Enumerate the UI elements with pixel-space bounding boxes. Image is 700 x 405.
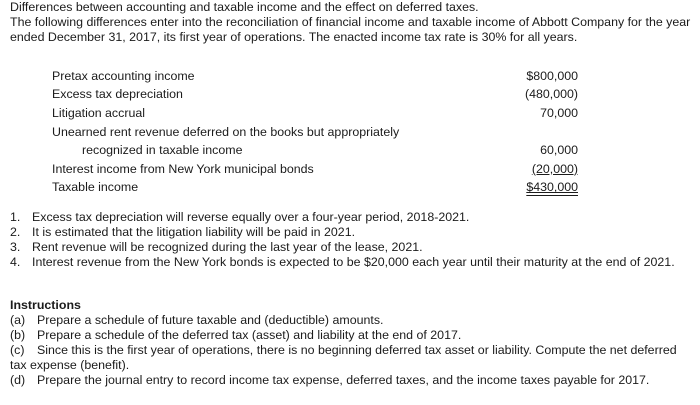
note-number: 3. [10, 240, 21, 254]
instruction-label: (c) [10, 343, 25, 357]
note-text: Excess tax depreciation will reverse equally over a four-year period, 2018-2021. [32, 210, 470, 224]
list-item [10, 240, 690, 255]
note-number: 4. [10, 255, 21, 269]
problem-intro: The following differences enter into the reconciliation of financial income and taxable income of Abbott Company for the year ended December 31, 2017, its first year of operations. The enacted income tax rate is 30% for all years. [10, 15, 691, 44]
instruction-label: (b) [10, 328, 26, 342]
row-amount [478, 123, 578, 142]
row-amount: $430,000 [526, 180, 578, 195]
row-amount: 60,000 [540, 143, 578, 158]
note-number: 2. [10, 225, 21, 239]
table-row [52, 160, 578, 179]
row-label: Interest income from New York municipal bonds [52, 161, 314, 176]
instructions-heading: Instructions [10, 298, 81, 312]
row-label: Excess tax depreciation [52, 87, 183, 102]
income-reconciliation-table [52, 67, 578, 197]
problem-document [10, 0, 692, 45]
note-text: It is estimated that the litigation liability will be paid in 2021. [32, 225, 356, 239]
instruction-label: (d) [10, 373, 26, 387]
instruction-text: Prepare a schedule of future taxable and (deductible) amounts. [37, 313, 384, 327]
instruction-text: Since this is the first year of operations, there is no beginning deferred tax asset or liability. Compute the net deferred tax expense (benefit). [10, 343, 677, 372]
list-item [10, 225, 690, 240]
table-row [52, 104, 578, 123]
note-number: 1. [10, 210, 21, 224]
instructions-section [10, 298, 690, 388]
instruction-text: Prepare a schedule of the deferred tax (asset) and liability at the end of 2017. [37, 328, 462, 342]
row-amount: (480,000) [524, 87, 578, 102]
problem-title: Differences between accounting and taxable income and the effect on deferred taxes. [10, 0, 479, 14]
row-label: Taxable income [52, 180, 139, 195]
list-item [10, 328, 690, 343]
row-label: Unearned rent revenue deferred on the books but appropriately [52, 124, 400, 139]
row-amount: (20,000) [531, 161, 578, 176]
table-row [52, 86, 578, 105]
list-item [10, 343, 690, 373]
list-item [10, 373, 690, 388]
note-text: Rent revenue will be recognized during the last year of the lease, 2021. [32, 240, 423, 254]
list-item [10, 255, 690, 270]
list-item [10, 313, 690, 328]
table-row [52, 141, 578, 160]
table-row [52, 67, 578, 86]
row-amount: $800,000 [526, 68, 578, 83]
instruction-label: (a) [10, 313, 26, 327]
notes-list [10, 210, 690, 270]
row-amount: 70,000 [540, 105, 578, 120]
table-row [52, 123, 578, 142]
row-label: recognized in taxable income [82, 143, 243, 158]
table-row [52, 179, 578, 198]
row-label: Litigation accrual [52, 105, 145, 120]
row-label: Pretax accounting income [52, 68, 195, 83]
list-item [10, 210, 690, 225]
note-text: Interest revenue from the New York bonds is expected to be $20,000 each year until their maturity at the end of 2021. [32, 255, 675, 269]
instruction-text: Prepare the journal entry to record income tax expense, deferred taxes, and the income taxes payable for 2017. [37, 373, 650, 387]
